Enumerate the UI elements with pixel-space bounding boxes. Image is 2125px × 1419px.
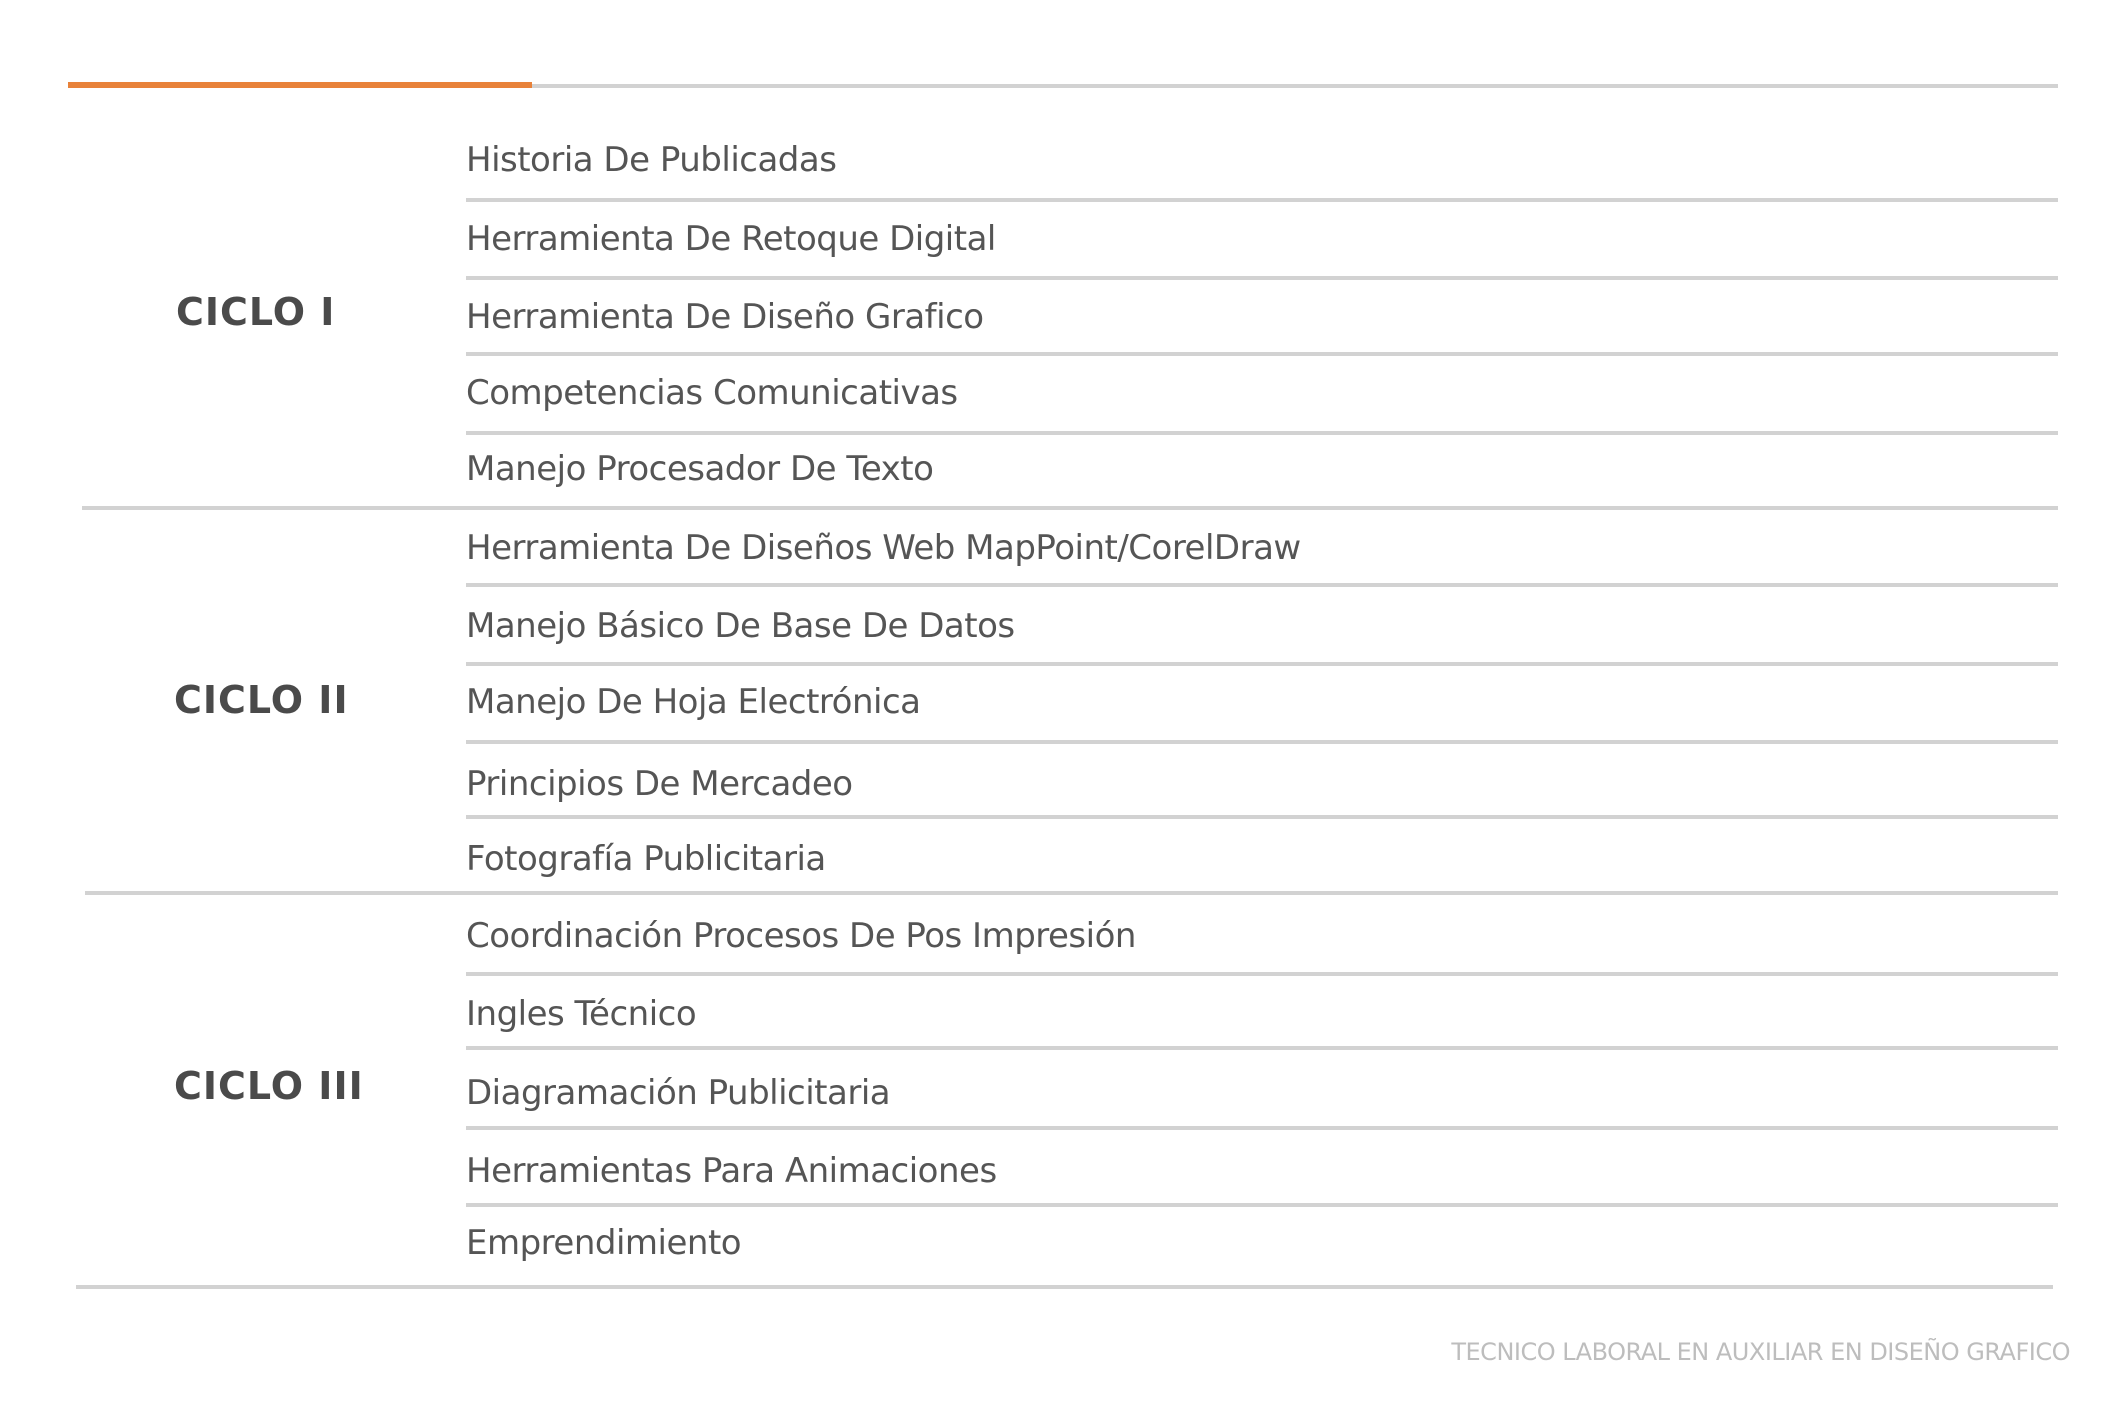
course-rule: [466, 583, 2058, 587]
course-rule: [466, 1203, 2058, 1207]
cycle-1-course-3: Herramienta De Diseño Grafico: [466, 297, 984, 337]
cycle-1-course-1: Historia De Publicadas: [466, 140, 837, 180]
cycle-2-course-4: Principios De Mercadeo: [466, 764, 853, 804]
course-rule: [466, 1126, 2058, 1130]
cycle-3-course-1: Coordinación Procesos De Pos Impresión: [466, 916, 1136, 956]
course-rule: [466, 198, 2058, 202]
cycle-2-course-2: Manejo Básico De Base De Datos: [466, 606, 1015, 646]
course-rule: [466, 431, 2058, 435]
cycle-3-course-5: Emprendimiento: [466, 1223, 742, 1263]
cycle-2-title: CICLO II: [174, 678, 349, 722]
cycle-2-course-5: Fotografía Publicitaria: [466, 839, 826, 879]
course-rule: [466, 740, 2058, 744]
cycle-2-course-3: Manejo De Hoja Electrónica: [466, 682, 921, 722]
cycle-1-course-2: Herramienta De Retoque Digital: [466, 219, 996, 259]
cycle-3-separator: [76, 1285, 2053, 1289]
cycle-1-course-4: Competencias Comunicativas: [466, 373, 958, 413]
course-rule: [466, 276, 2058, 280]
course-rule: [466, 815, 2058, 819]
cycle-3-course-4: Herramientas Para Animaciones: [466, 1151, 997, 1191]
top-accent-bar: [68, 82, 532, 88]
cycle-2-separator: [85, 891, 2058, 895]
cycle-1-course-5: Manejo Procesador De Texto: [466, 449, 934, 489]
cycle-1-separator: [82, 506, 2058, 510]
cycle-3-title: CICLO III: [174, 1064, 364, 1108]
cycle-3-course-2: Ingles Técnico: [466, 994, 697, 1034]
cycle-1-title: CICLO I: [176, 290, 336, 334]
course-rule: [466, 1046, 2058, 1050]
course-rule: [466, 972, 2058, 976]
cycle-2-course-1: Herramienta De Diseños Web MapPoint/CorelDraw: [466, 528, 1301, 568]
cycle-3-course-3: Diagramación Publicitaria: [466, 1073, 891, 1113]
course-rule: [466, 662, 2058, 666]
course-rule: [466, 352, 2058, 356]
footer-program-title: TECNICO LABORAL EN AUXILIAR EN DISEÑO GRAFICO: [1451, 1338, 2070, 1366]
